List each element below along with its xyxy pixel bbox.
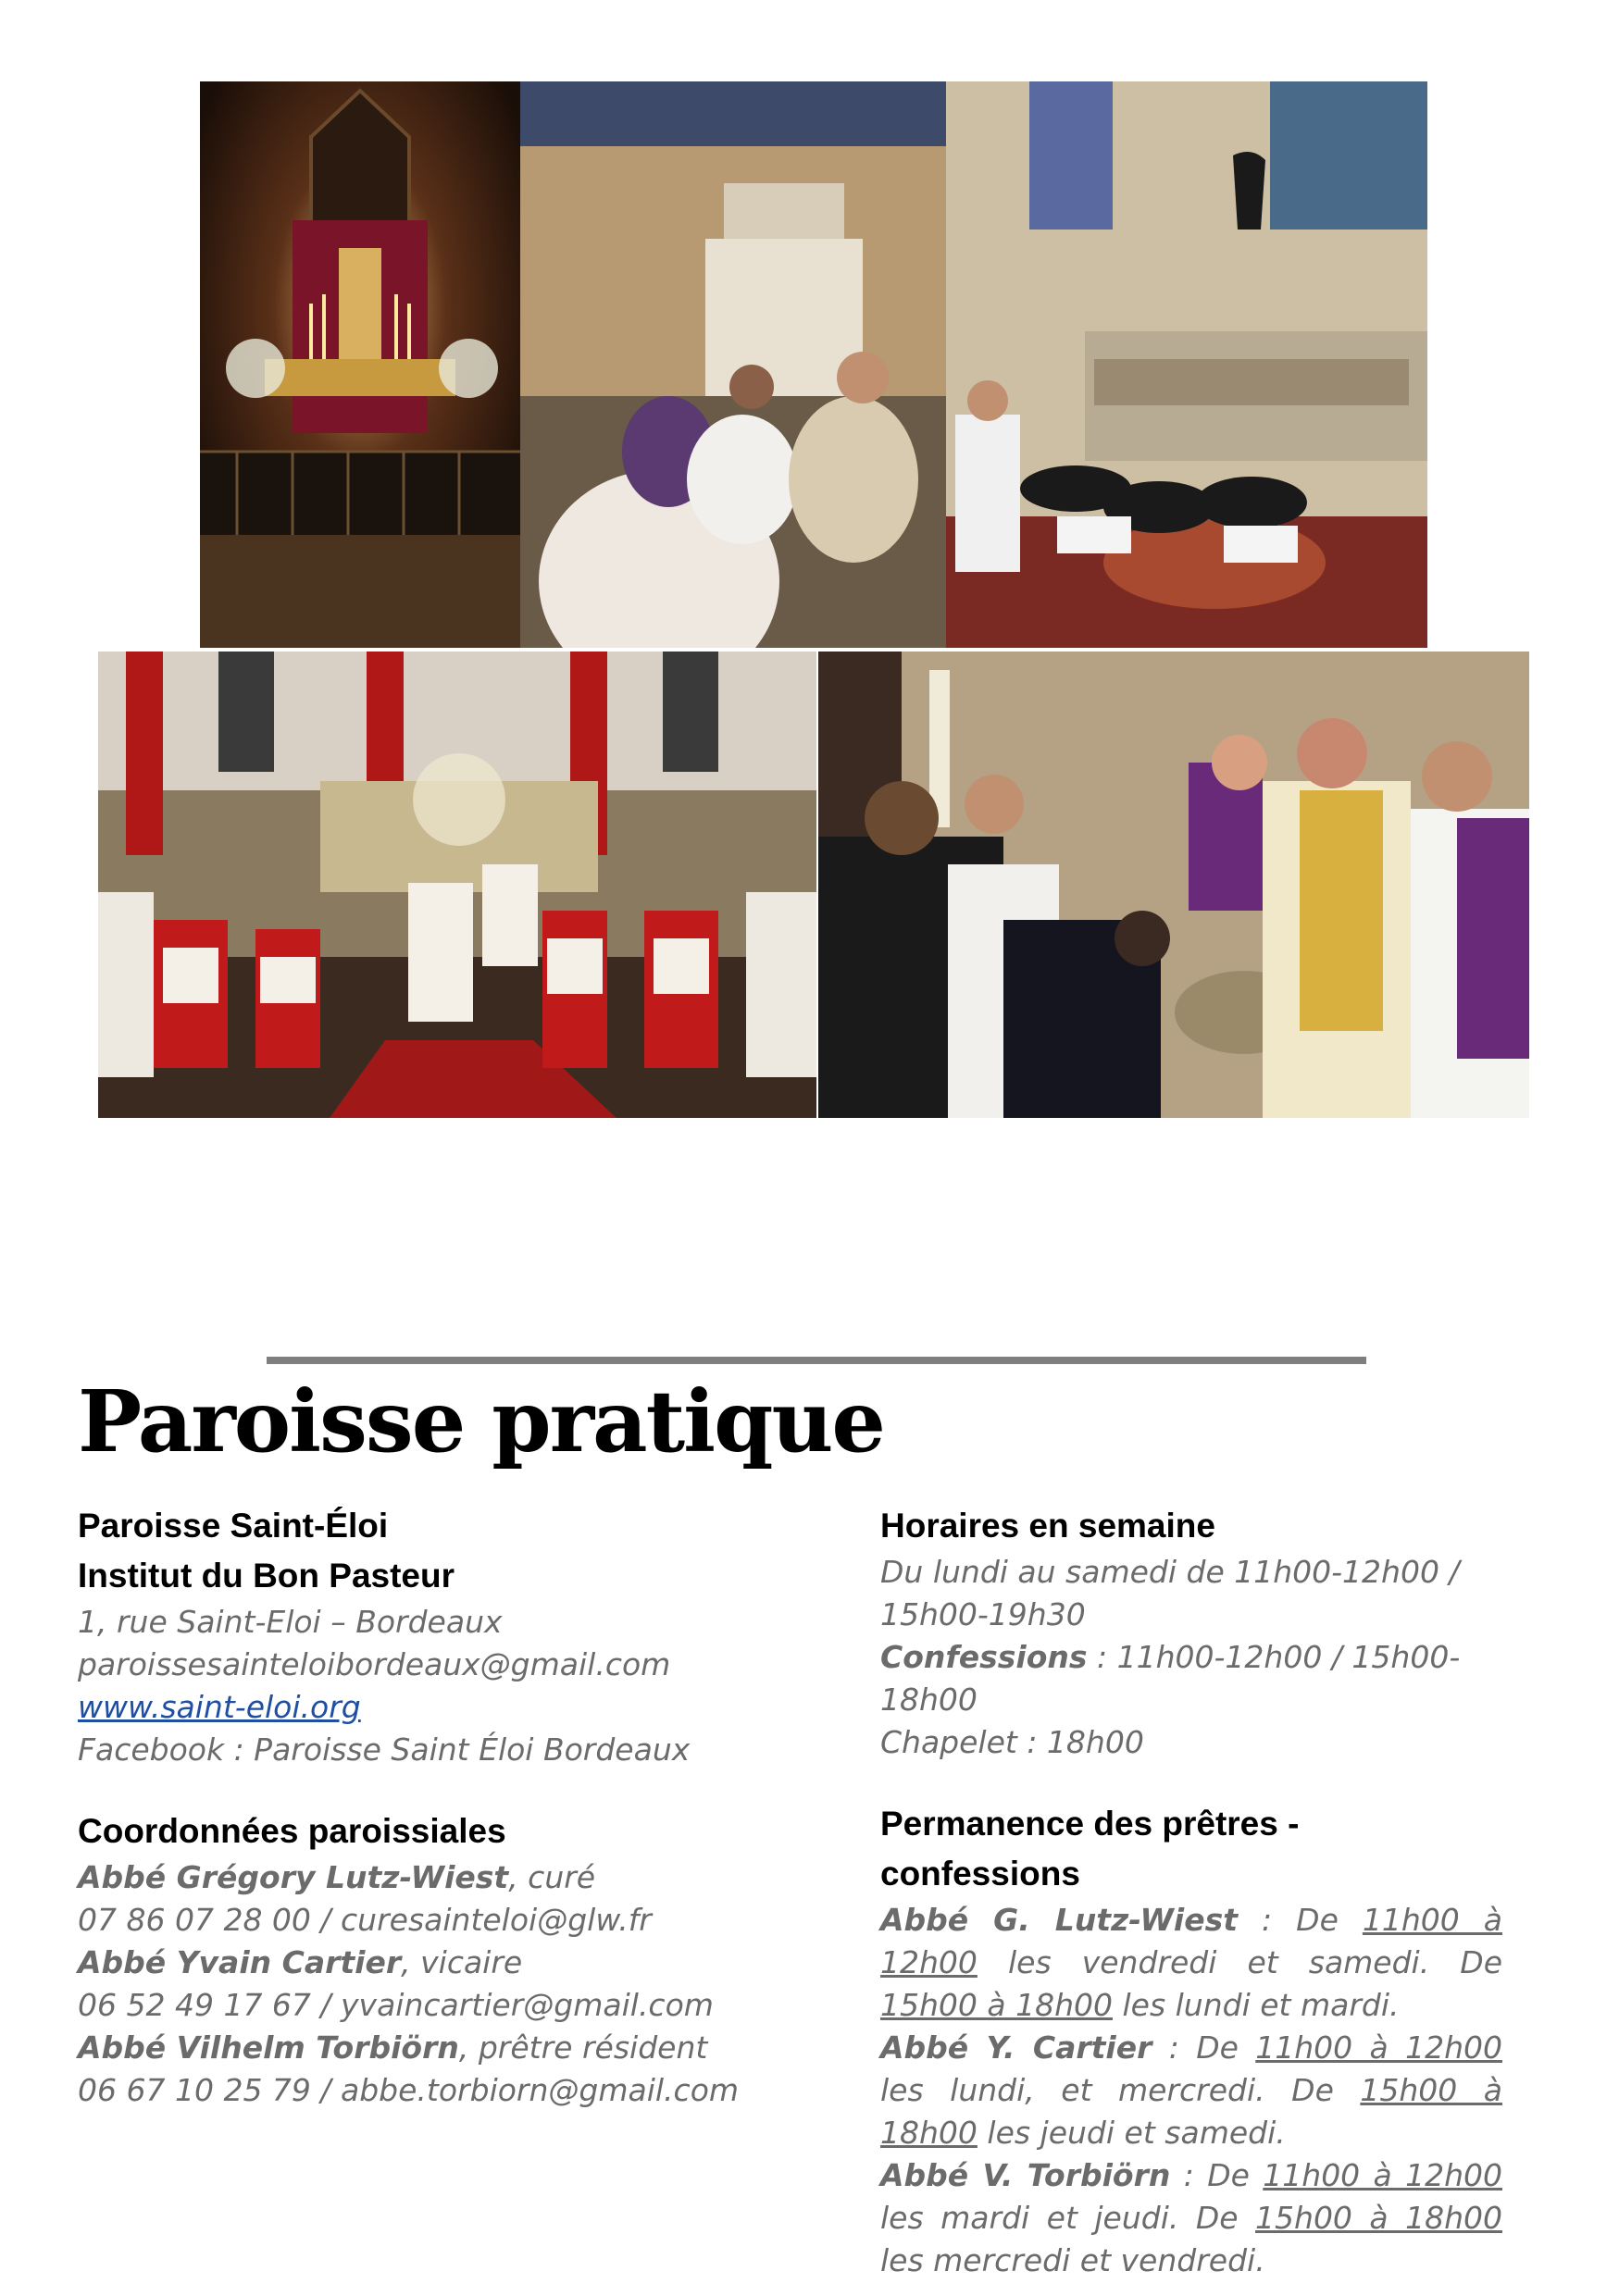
photo-altar-night: [200, 81, 520, 648]
contact-1-line: 07 86 07 28 00 / curesainteloi@glw.fr: [78, 1902, 652, 1938]
priest-2-time-2: 15h00 à 18h00: [880, 2072, 1502, 2151]
contact-3: [78, 2027, 800, 2069]
contacts-heading: Coordonnées paroissiales: [78, 1812, 506, 1850]
priest-3-text-b: les mardi et jeudi. De: [880, 2200, 1256, 2236]
permanence-heading: Permanence des prêtres - confessions: [880, 1805, 1300, 1893]
priest-1-text-a: : De: [1238, 1902, 1363, 1938]
permanence-priest-3: [880, 2154, 1502, 2282]
priest-1-time-1: 11h00 à 12h00: [880, 1902, 1502, 1980]
priest-1-text-b: les vendredi et samedi. De: [977, 1944, 1502, 1980]
parish-info-column: [78, 1501, 800, 2112]
priest-1-name: Abbé G. Lutz-Wiest: [880, 1902, 1239, 1938]
priest-3-time-2: 15h00 à 18h00: [1255, 2200, 1502, 2236]
contact-2: [78, 1942, 800, 1984]
priest-2-text-a: : De: [1152, 2029, 1256, 2066]
parish-name: Paroisse Saint-Éloi: [78, 1507, 389, 1545]
permanence-priest-2: [880, 2027, 1502, 2154]
contact-3-name: Abbé Vilhelm Torbiörn: [78, 2029, 459, 2066]
contact-1-role: , curé: [508, 1859, 596, 1895]
contact-1: [78, 1856, 800, 1899]
priest-3-time-1: 11h00 à 12h00: [1263, 2157, 1503, 2193]
photo-confession-kneeling: [520, 81, 946, 648]
priest-3-text-a: : De: [1170, 2157, 1264, 2193]
priest-1-text-c: les lundi et mardi.: [1113, 1987, 1400, 2023]
contact-2-name: Abbé Yvain Cartier: [78, 1944, 402, 1980]
priest-2-text-b: les lundi, et mercredi. De: [880, 2072, 1361, 2108]
contact-1-name: Abbé Grégory Lutz-Wiest: [78, 1859, 509, 1895]
contact-2-role: , vicaire: [401, 1944, 523, 1980]
parish-email: paroissesainteloibordeaux@gmail.com: [78, 1646, 671, 1682]
priest-1-time-2: 15h00 à 18h00: [880, 1987, 1113, 2023]
priest-2-name: Abbé Y. Cartier: [880, 2029, 1152, 2066]
photo-baptism: [818, 652, 1529, 1118]
chapelet-line: Chapelet : 18h00: [880, 1724, 1144, 1760]
section-title: Paroisse pratique: [78, 1371, 884, 1471]
section-divider: [267, 1357, 1366, 1364]
confessions-times: : 11h00-12h00 / 15h00-18h00: [880, 1639, 1461, 1718]
confessions-line: [880, 1636, 1502, 1721]
confessions-label: Confessions: [880, 1639, 1088, 1675]
parish-address: 1, rue Saint-Eloi – Bordeaux: [78, 1604, 503, 1640]
priest-2-text-c: les jeudi et samedi.: [977, 2115, 1286, 2151]
schedule-column: [880, 1501, 1502, 2282]
institute-name: Institut du Bon Pasteur: [78, 1557, 455, 1595]
photo-mass-procession: [98, 652, 816, 1118]
priest-3-name: Abbé V. Torbiörn: [880, 2157, 1171, 2193]
website-link[interactable]: www.saint-eloi.org: [78, 1689, 361, 1725]
weekday-heading: Horaires en semaine: [880, 1507, 1215, 1545]
weekday-hours: Du lundi au samedi de 11h00-12h00 / 15h00-19h30: [880, 1554, 1460, 1632]
permanence-priest-1: [880, 1899, 1502, 2027]
priest-3-text-c: les mercredi et vendredi.: [880, 2242, 1265, 2278]
facebook-line: Facebook : Paroisse Saint Éloi Bordeaux: [78, 1731, 691, 1768]
contact-3-line: 06 67 10 25 79 / abbe.torbiorn@gmail.com: [78, 2072, 740, 2108]
priest-2-time-1: 11h00 à 12h00: [1255, 2029, 1502, 2066]
photo-priests-prostrate: [946, 81, 1427, 648]
contact-2-line: 06 52 49 17 67 / yvaincartier@gmail.com: [78, 1987, 714, 2023]
contact-3-role: , prêtre résident: [458, 2029, 708, 2066]
